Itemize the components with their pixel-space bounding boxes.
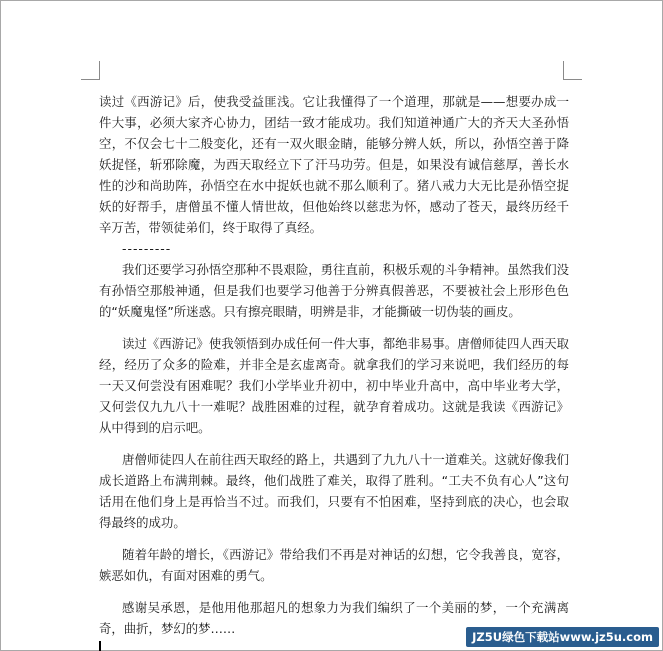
text-cursor [99,641,101,651]
paragraph-5[interactable]: 随着年龄的增长，《西游记》带给我们不再是对神话的幻想，它令我善良，宽容，嫉恶如仇，有面对困难的勇气。 [99,547,569,583]
paragraph-2[interactable]: 我们还要学习孙悟空那种不畏艰险，勇往直前，积极乐观的斗争精神。虽然我们没有孙悟空那般神通，但是我们也要学习他善于分辨真假善恶，不要被社会上形形色色的“妖魔鬼怪”所迷惑。只有擦亮眼睛，明辨是非，才能撕破一切伪装的画皮。 [99,262,569,319]
crop-mark-top-left [81,61,100,80]
paragraph-6[interactable]: 感谢吴承恩，是他用他那超凡的想象力为我们编织了一个美丽的梦，一个充满离奇，曲折，梦幻的梦…… [99,600,569,636]
paragraph-4[interactable]: 唐僧师徒四人在前往西天取经的路上，共遇到了九九八十一道难关。这就好像我们成长道路上布满荆棘。最终，他们战胜了难关，取得了胜利。“工夫不负有心人”这句话用在他们身上是再恰当不过。而我们，只要有不怕困难，坚持到底的决心，也会取得最终的成功。 [99,452,569,530]
paragraph-1[interactable]: 读过《西游记》后，使我受益匪浅。它让我懂得了一个道理，那就是——想要办成一件大事，必须大家齐心协力，团结一致才能成功。我们知道神通广大的齐天大圣孙悟空，不仅会七十二般变化，还有一双火眼金睛，能够分辨人妖，所以，孙悟空善于降妖捉怪，斩邪除魔，为西天取经立下了汗马功劳。但是，如果没有诚信慈厚，善长水性的沙和尚助阵，孙悟空在水中捉妖也就不那么顺利了。猪八戒力大无比是孙悟空捉妖的好帮手，唐僧虽不懂人情世故，但他始终以慈悲为怀，感动了苍天，最终历经千辛万苦，带领徒弟们，终于取得了真经。 [99,94,569,235]
paragraph-3[interactable]: 读过《西游记》使我领悟到办成任何一件大事，都绝非易事。唐僧师徒四人西天取经，经历了众多的险难，并非全是玄虚离奇。就拿我们的学习来说吧，我们经历的每一天又何尝没有困难呢？我们小学毕业升初中，初中毕业升高中，高中毕业考大学，又何尝仅九九八十一难呢？战胜困难的过程，就孕育着成功。这就是我读《西游记》从中得到的启示吧。 [99,336,569,435]
crop-mark-top-right [563,61,582,80]
document-body[interactable] [99,91,569,651]
site-watermark: JZ5U绿色下载站www.jz5u.com [466,627,659,647]
divider-line[interactable]: --------- [122,241,172,256]
